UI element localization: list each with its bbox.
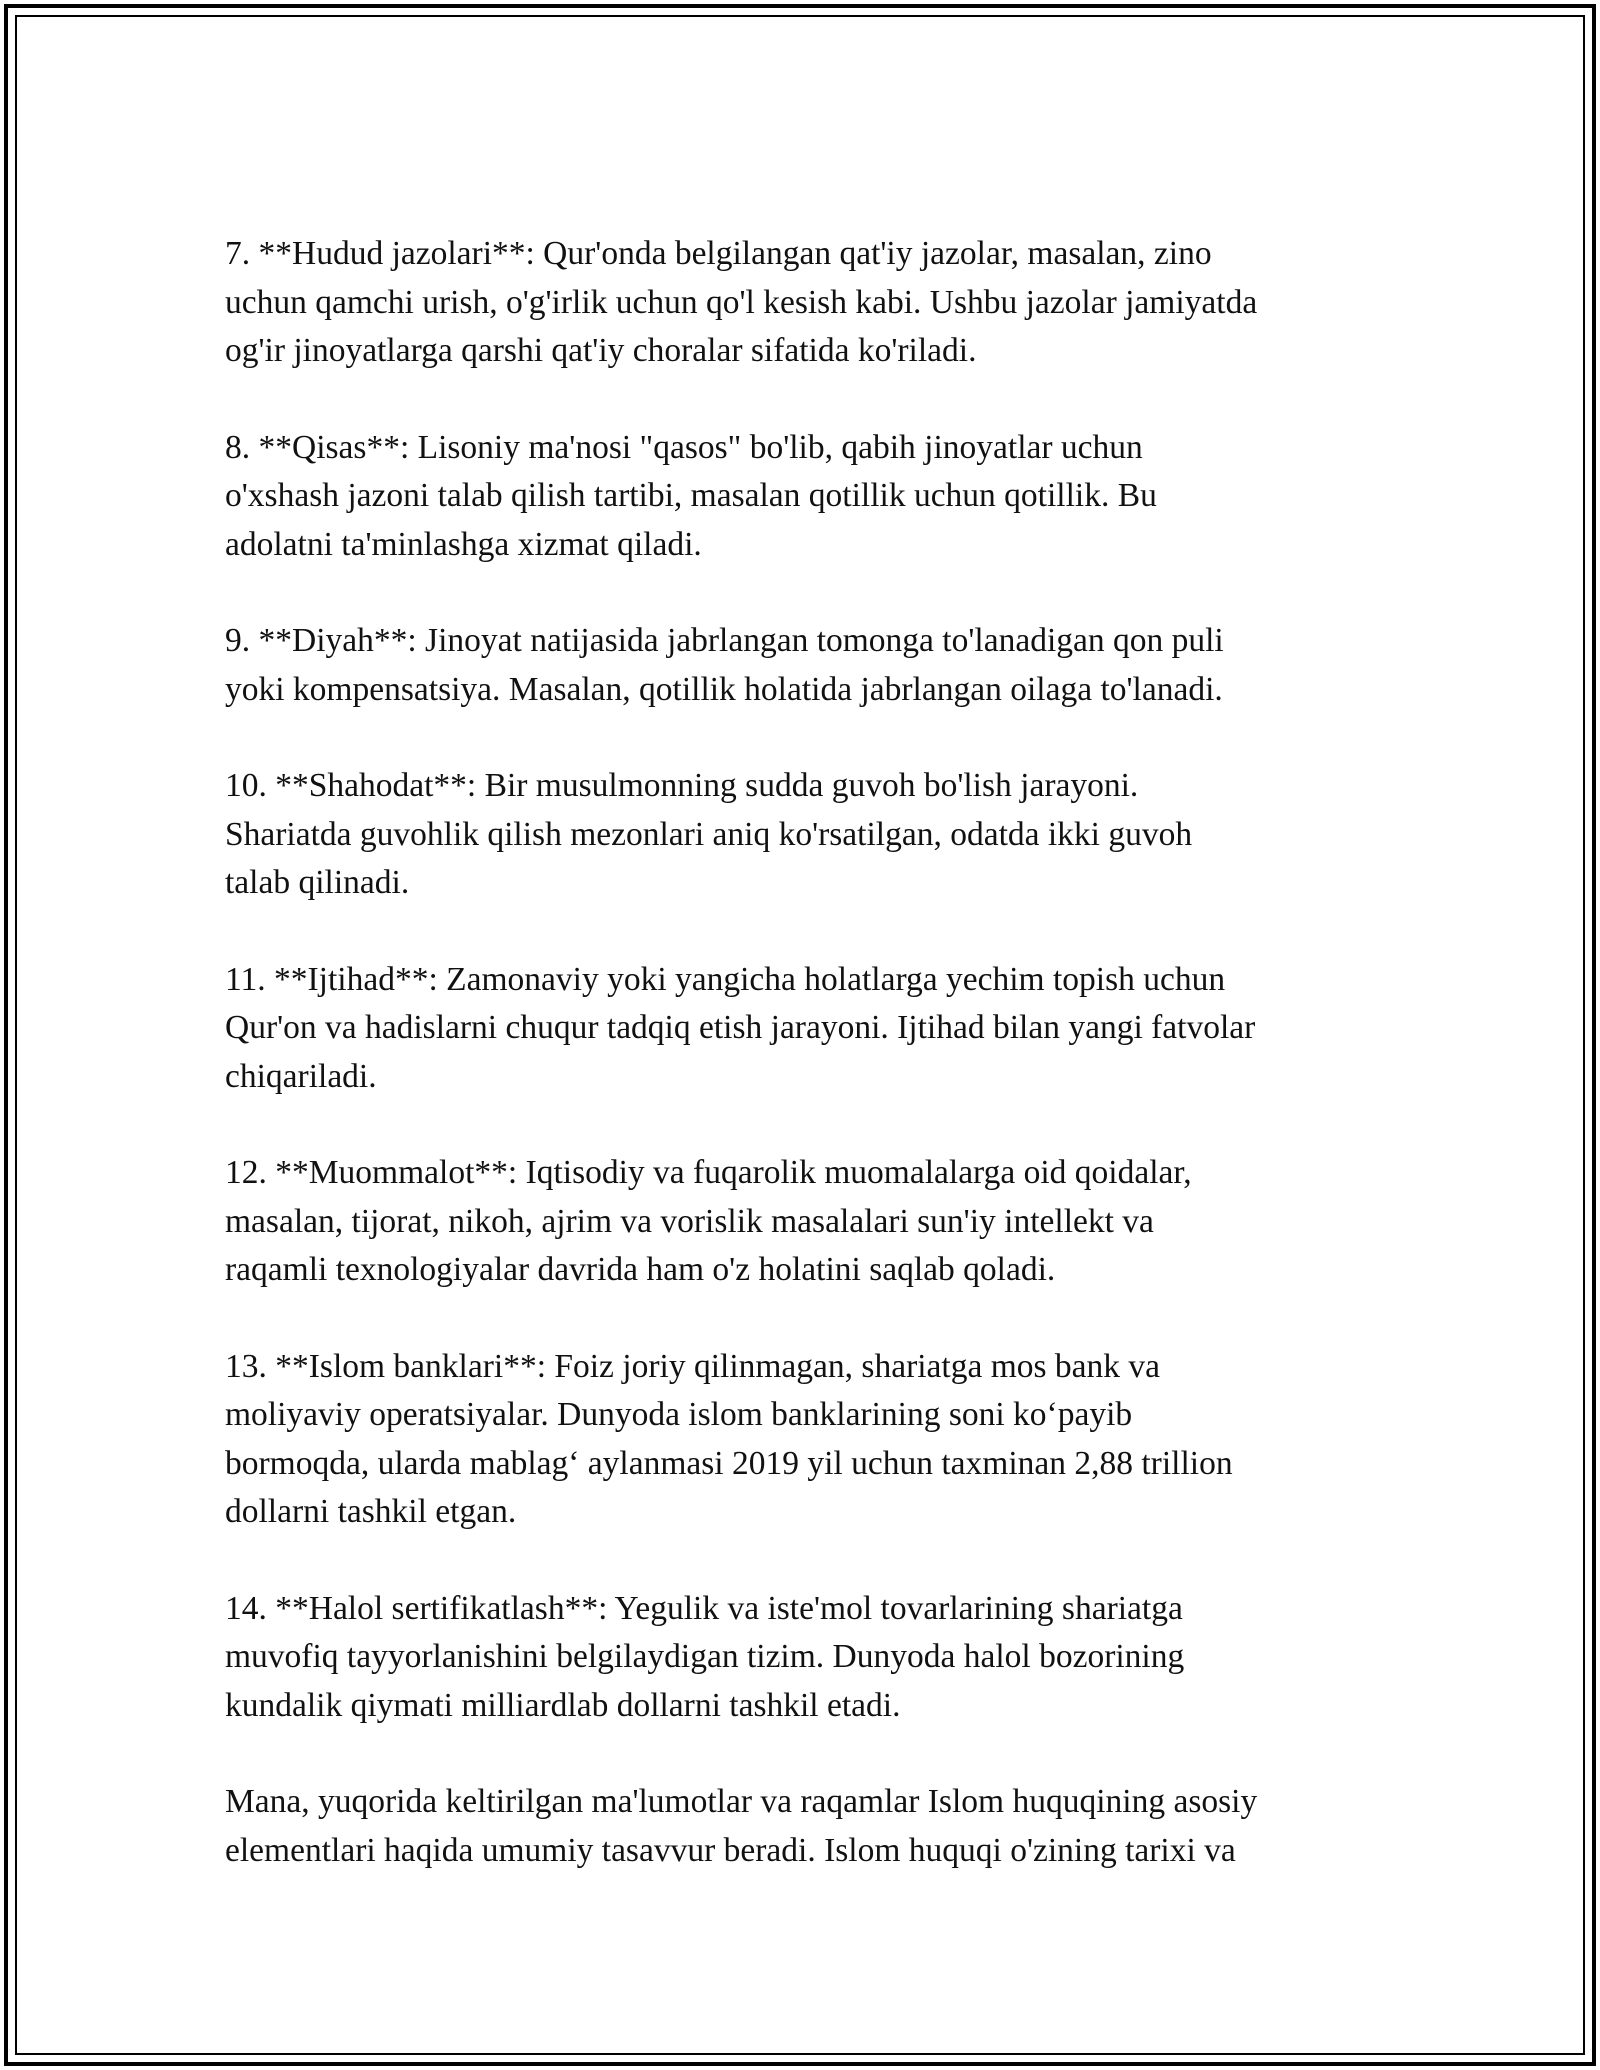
paragraph-qisas (225, 424, 1385, 570)
paragraph-muommalot (225, 1149, 1385, 1295)
text-line: 11. **Ijtihad**: Zamonaviy yoki yangicha holatlarga yechim topish uchun (225, 960, 1226, 998)
paragraph-shahodat (225, 762, 1385, 908)
paragraph-conclusion (225, 1778, 1385, 1875)
paragraph-halol-sertifikatlash (225, 1585, 1385, 1731)
paragraph-diyah (225, 617, 1385, 714)
text-line: Mana, yuqorida keltirilgan ma'lumotlar va raqamlar Islom huquqining asosiy (225, 1783, 1258, 1820)
text-line: uchun qamchi urish, o'g'irlik uchun qo'l kesish kabi. Ushbu jazolar jamiyatda (225, 283, 1258, 321)
paragraph-islom-banklari (225, 1343, 1385, 1537)
text-line: kundalik qiymati milliardlab dollarni tashkil etadi. (225, 1686, 901, 1724)
text-line: elementlari haqida umumiy tasavvur beradi. Islom huquqi o'zining tarixi va (225, 1831, 1236, 1869)
text-line: o'xshash jazoni talab qilish tartibi, masalan qotillik uchun qotillik. Bu (225, 477, 1157, 514)
text-line: Qur'on va hadislarni chuqur tadqiq etish jarayoni. Ijtihad bilan yangi fatvolar (225, 1009, 1256, 1046)
document-body (225, 230, 1385, 1875)
text-line: 12. **Muommalot**: Iqtisodiy va fuqarolik muomalalarga oid qoidalar, (225, 1154, 1192, 1191)
text-line: 13. **Islom banklari**: Foiz joriy qilinmagan, shariatga mos bank va (225, 1347, 1161, 1385)
text-line: 14. **Halol sertifikatlash**: Yegulik va iste'mol tovarlarining shariatga (225, 1589, 1183, 1627)
text-line: raqamli texnologiyalar davrida ham o'z holatini saqlab qoladi. (225, 1251, 1056, 1288)
text-line: talab qilinadi. (225, 864, 410, 901)
text-line: chiqariladi. (225, 1057, 377, 1095)
text-line: adolatni ta'minlashga xizmat qiladi. (225, 525, 702, 563)
text-line: masalan, tijorat, nikoh, ajrim va vorislik masalalari sun'iy intellekt va (225, 1202, 1154, 1240)
text-line: 7. **Hudud jazolari**: Qur'onda belgilangan qat'iy jazolar, masalan, zino (225, 235, 1212, 272)
text-line: Shariatda guvohlik qilish mezonlari aniq ko'rsatilgan, odatda ikki guvoh (225, 815, 1193, 853)
paragraph-ijtihad (225, 956, 1385, 1102)
text-line: yoki kompensatsiya. Masalan, qotillik holatida jabrlangan oilaga to'lanadi. (225, 670, 1223, 708)
text-line: bormoqda, ularda mablag‘ aylanmasi 2019 yil uchun taxminan 2,88 trillion (225, 1444, 1233, 1482)
text-line: 10. **Shahodat**: Bir musulmonning sudda guvoh bo'lish jarayoni. (225, 767, 1139, 804)
text-line: dollarni tashkil etgan. (225, 1493, 517, 1530)
text-line: 9. **Diyah**: Jinoyat natijasida jabrlangan tomonga to'lanadigan qon puli (225, 622, 1224, 659)
text-line: 8. **Qisas**: Lisoniy ma'nosi "qasos" bo'lib, qabih jinoyatlar uchun (225, 428, 1143, 466)
text-line: muvofiq tayyorlanishini belgilaydigan tizim. Dunyoda halol bozorining (225, 1638, 1185, 1675)
text-line: og'ir jinoyatlarga qarshi qat'iy choralar sifatida ko'riladi. (225, 332, 977, 369)
text-line: moliyaviy operatsiyalar. Dunyoda islom banklarining soni ko‘payib (225, 1396, 1133, 1433)
paragraph-hudud-jazolari (225, 230, 1385, 376)
